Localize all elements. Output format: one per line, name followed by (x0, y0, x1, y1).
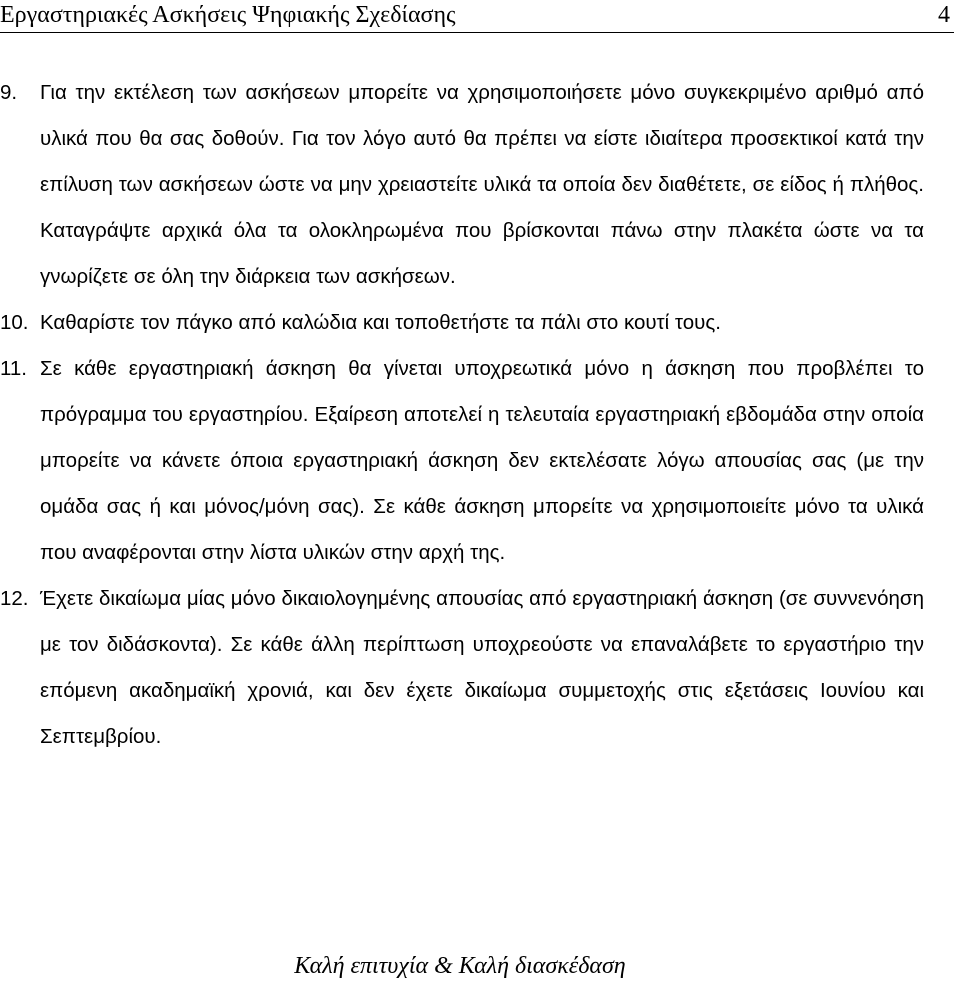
item-text: Για την εκτέλεση των ασκήσεων μπορείτε να χρησιμοποιήσετε μόνο συγκεκριμένο αριθμό από υλικά που θα σας δοθούν. Για τον λόγο αυτό θα πρέπει να είστε ιδιαίτερα προσεκτικοί κατά την επίλυση των ασκήσεων ώστε να μην χρειαστείτε υλικά τα οποία δεν διαθέτετε, σε είδος ή πλήθος. Καταγράψτε αρχικά όλα τα ολοκληρωμένα που βρίσκονται πάνω στην πλακέτα ώστε να τα γνωρίζετε σε όλη την διάρκεια των ασκήσεων. (40, 81, 924, 288)
list-item-11 (0, 346, 924, 576)
item-number: 12. (0, 587, 29, 610)
item-text: Έχετε δικαίωμα μίας μόνο δικαιολογημένης απουσίας από εργαστηριακή άσκηση (σε συννενόηση με τον διδάσκοντα). Σε κάθε άλλη περίπτωση υποχρεούστε να επαναλάβετε το εργαστήριο την επόμενη ακαδημαϊκή χρονιά, και δεν έχετε δικαίωμα συμμετοχής στις εξετάσεις Ιουνίου και Σεπτεμβρίου. (40, 587, 924, 748)
item-text: Καθαρίστε τον πάγκο από καλώδια και τοποθετήστε τα πάλι στο κουτί τους. (40, 311, 721, 334)
closing-line: Καλή επιτυχία & Καλή διασκέδαση (294, 953, 626, 979)
instructions-list (0, 70, 924, 760)
item-number: 10. (0, 311, 29, 334)
list-item-12 (0, 576, 924, 760)
item-number: 11. (0, 357, 27, 380)
page-header (0, 0, 954, 33)
item-text: Σε κάθε εργαστηριακή άσκηση θα γίνεται υποχρεωτικά μόνο η άσκηση που προβλέπει το πρόγραμμα του εργαστηρίου. Εξαίρεση αποτελεί η τελευταία εργαστηριακή εβδομάδα στην οποία μπορείτε να κάνετε όποια εργαστηριακή άσκηση δεν εκτελέσατε λόγω απουσίας σας (με την ομάδα σας ή και μόνος/μόνη σας). Σε κάθε άσκηση μπορείτε να χρησιμοποιείτε μόνο τα υλικά που αναφέρονται στην λίστα υλικών στην αρχή της. (40, 357, 924, 564)
list-item-9 (0, 70, 924, 300)
item-number: 9. (0, 81, 18, 104)
page-number: 4 (938, 2, 950, 28)
header-title: Εργαστηριακές Ασκήσεις Ψηφιακής Σχεδίασης (0, 2, 456, 28)
list-item-10 (0, 300, 924, 346)
